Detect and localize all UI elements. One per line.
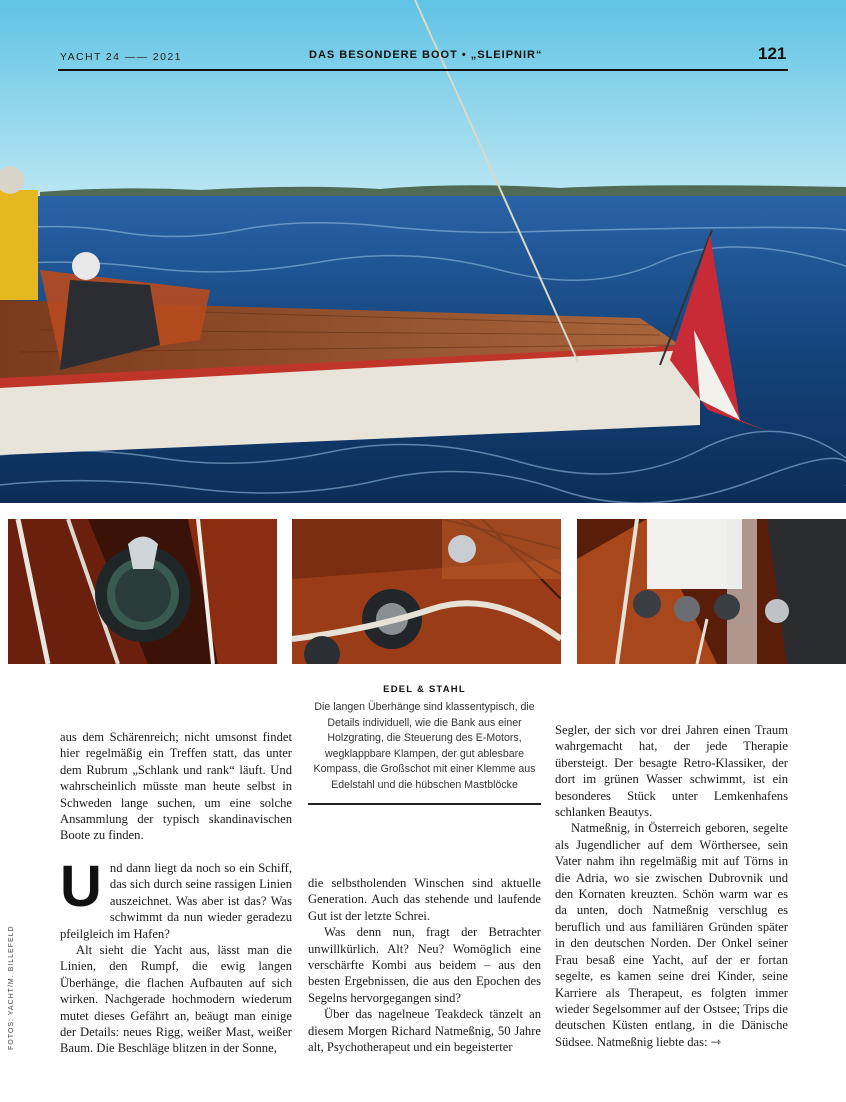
header-rule: [58, 69, 788, 71]
paragraph: die selbstholenden Winschen sind aktuelle Generation. Auch das stehende und laufende Gut ist der letzte Schrei.: [308, 876, 541, 923]
section-title: DAS BESONDERE BOOT • „SLEIPNIR“: [309, 49, 543, 61]
paragraph: Alt sieht die Yacht aus, lässt man die Linien, den Rumpf, die ewig langen Überhänge, die flachen Aufbauten auf sich wirken. Nachgerade hochmodern wiederum mutet dieses Gefährt an, beäugt man einige der Details: neues Rigg, weißer Mast, weißer Baum. Die Beschläge blitzen in der Sonne,: [60, 943, 292, 1056]
column-1-body: [60, 854, 292, 1057]
paragraph: Über das nagelneue Teakdeck tänzelt an diesem Morgen Richard Natmeßnig, 50 Jahre alt, Psychotherapeut und ein begeisterter: [308, 1007, 541, 1055]
column-1-top: [60, 729, 292, 844]
magazine-issue: YACHT 24 —— 2021: [60, 51, 182, 63]
caption-title: EDEL & STAHL: [383, 684, 466, 695]
paragraph-text: nd dann liegt da noch so ein Schiff, das sich durch seine rassigen Linien auszeichnet. Was aber ist das? Was schwimmt da nun wieder geradezu pfeilgleich im Hafen?: [60, 861, 292, 941]
paragraph: Was denn nun, fragt der Betrachter unwillkürlich. Alt? Neu? Womöglich eine verschärfte Kombi aus beidem – aus den besten Ergebnissen, die aus den Epochen des Segelns hervorgegangen sind?: [308, 925, 541, 1005]
caption-text: Die langen Überhänge sind klassentypisch, die Details individuell, wie die Bank aus einer Holzgrating, die Steuerung des E-Motors, wegklappbare Klampen, der gut ablesbare Kompass, die Großschot mit einer Klemme aus Edelstahl und die hübschen Mastblöcke: [313, 701, 536, 791]
hero-photo: [0, 0, 846, 503]
paragraph: Segler, der sich vor drei Jahren einen Traum wahrgemacht hat, der jede Therapie übersteigt. Der besagte Retro-Klassiker, der dort im grünen Wasser schwimmt, ist ein besonderes Stück unter Lemkenhafens schlanken Beautys.: [555, 723, 788, 820]
photo-compass: [8, 519, 277, 664]
paragraph: Natmeßnig, in Österreich geboren, segelte als Jugendlicher auf dem Wörthersee, sein Vater nahm ihn regelmäßig mit auf Törns in die Adria, wo sie zwischen Dubrovnik und den Kornaten kreuzten. Schön warm war es da unten, doch Natmeßnig verschlug es beruflich und aus familiären Gründen später in den deutschen Norden. Der Onkel seiner Frau besaß eine Yacht, auf der er fortan segelte, es kamen seine drei Kinder, seine Karriere als Therapeut, es folgten immer wieder Segelsommer auf der Ostsee; Trips die deutschen Küsten entlang, in die Dänische Südsee. Natmeßnig liebte das: ⇾: [555, 821, 788, 1049]
photo-winch: [292, 519, 561, 664]
drop-cap: U: [60, 854, 102, 919]
column-3: [555, 722, 788, 1050]
photo-mast-blocks: [577, 519, 846, 664]
column-2: [308, 875, 541, 1055]
paragraph: [60, 854, 292, 942]
page-number: 121: [758, 44, 787, 63]
caption-rule: [308, 803, 541, 805]
paragraph: aus dem Schärenreich; nicht umsonst findet hier regelmäßig ein Treffen statt, das unter dem Rubrum „Schlank und rank“ läuft. Und wahrscheinlich müsste man heute selbst in Schweden lange suchen, um eine solche Ansammlung der typisch skandinavischen Boote zu finden.: [60, 730, 292, 843]
photo-credit: FOTOS: YACHT/M. BILLEFELD: [8, 925, 15, 1050]
